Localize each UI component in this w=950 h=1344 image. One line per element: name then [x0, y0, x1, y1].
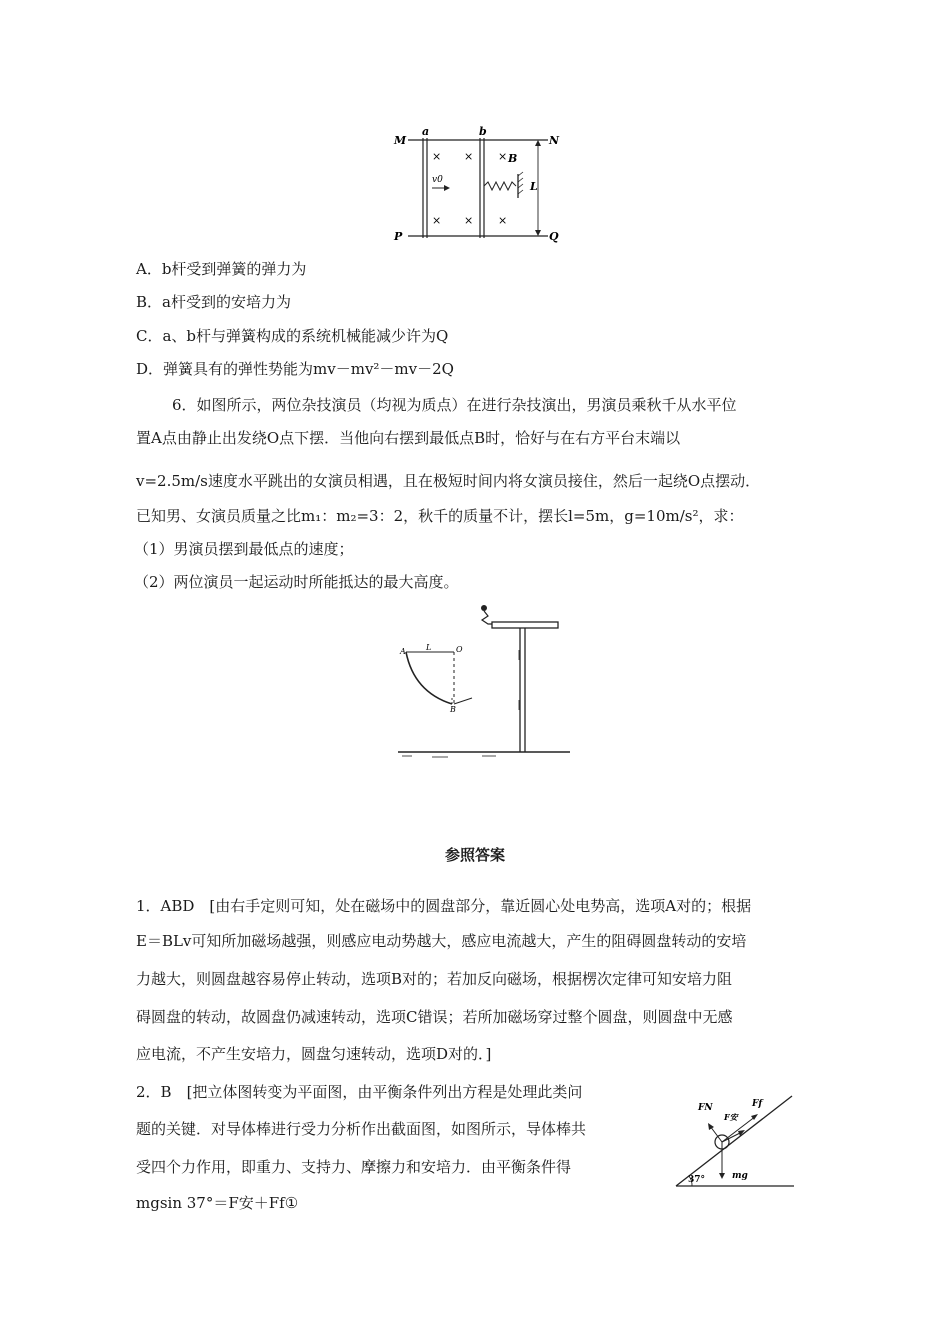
answer-1-line-3: 力越大，则圆盘越容易停止转动，选项B对的；若加反向磁场，根据楞次定律可知安培力阻 — [136, 970, 733, 988]
label-angle: 37° — [688, 1175, 706, 1185]
option-b: B．a杆受到的安培力为 — [136, 293, 291, 311]
answer-1-line-2: E＝BLv可知所加磁场越强，则感应电动势越大，感应电流越大，产生的阻碍圆盘转动的安培 — [136, 932, 747, 950]
label-O: O — [456, 645, 463, 654]
answer-2-line-1: 2．B [把立体图转变为平面图，由平衡条件列出方程是处理此类问 — [136, 1083, 583, 1101]
field-cross: × — [498, 150, 508, 163]
field-cross: × — [498, 214, 508, 227]
label-B: B — [508, 152, 518, 165]
label-M: M — [394, 134, 407, 147]
label-a: a — [422, 125, 430, 138]
label-FN: FN — [698, 1103, 713, 1113]
option-a: A．b杆受到弹簧的弹力为 — [136, 260, 307, 278]
label-Fan: F安 — [724, 1112, 738, 1122]
q6-sub-2: （2）两位演员一起运动时所能抵达的最大高度。 — [134, 573, 459, 591]
q6-line-1: 6．如图所示，两位杂技演员（均视为质点）在进行杂技演出，男演员乘秋千从水平位 — [172, 396, 737, 414]
q6-line-4: 已知男、女演员质量之比m₁：m₂=3：2，秋千的质量不计，摆长l=5m，g=10m/s²，求： — [136, 507, 744, 525]
field-cross: × — [464, 214, 474, 227]
answers-title: 参照答案 — [444, 846, 505, 864]
answer-1-line-1: 1．ABD [由右手定则可知，处在磁场中的圆盘部分，靠近圆心处电势高，选项A对的；根据 — [136, 897, 752, 915]
answer-2-line-2: 题的关键．对导体棒进行受力分析作出截面图，如图所示，导体棒共 — [136, 1120, 587, 1138]
option-d: D．弹簧具有的弹性势能为mv－mv²－mv－2Q — [136, 360, 454, 378]
answer-1-line-5: 应电流，不产生安培力，圆盘匀速转动，选项D对的．] — [136, 1045, 492, 1063]
field-cross: × — [432, 150, 442, 163]
label-P: P — [394, 230, 403, 243]
label-N: N — [549, 134, 560, 147]
figure-swing-platform — [392, 600, 582, 770]
label-b: b — [479, 125, 487, 138]
label-Ff: Ff — [752, 1099, 763, 1109]
label-v0: v0 — [432, 175, 443, 185]
label-L: L — [530, 180, 538, 193]
label-L: L — [426, 643, 432, 652]
answer-1-line-4: 碍圆盘的转动，故圆盘仍减速转动，选项C错误；若所加磁场穿过整个圆盘，则圆盘中无感 — [136, 1008, 733, 1026]
label-B: B — [450, 705, 456, 714]
label-A: A — [400, 647, 406, 656]
figure-rails-rods — [388, 124, 568, 248]
option-c: C．a、b杆与弹簧构成的系统机械能减少许为Q — [136, 327, 449, 345]
field-cross: × — [464, 150, 474, 163]
answer-2-line-4: mgsin 37°＝F安＋Ff① — [136, 1194, 299, 1212]
q6-line-3: v=2.5m/s速度水平跳出的女演员相遇，且在极短时间内将女演员接住，然后一起绕O点摆动． — [136, 472, 761, 490]
label-Q: Q — [549, 230, 559, 243]
answer-2-line-3: 受四个力作用，即重力、支持力、摩擦力和安培力．由平衡条件得 — [136, 1158, 572, 1176]
q6-line-2: 置A点由静止出发绕O点下摆．当他向右摆到最低点B时，恰好与在右方平台末端以 — [136, 429, 681, 447]
label-mg: mg — [732, 1171, 748, 1181]
field-cross: × — [432, 214, 442, 227]
figure-incline-forces — [668, 1090, 800, 1190]
q6-sub-1: （1）男演员摆到最低点的速度； — [134, 540, 354, 558]
